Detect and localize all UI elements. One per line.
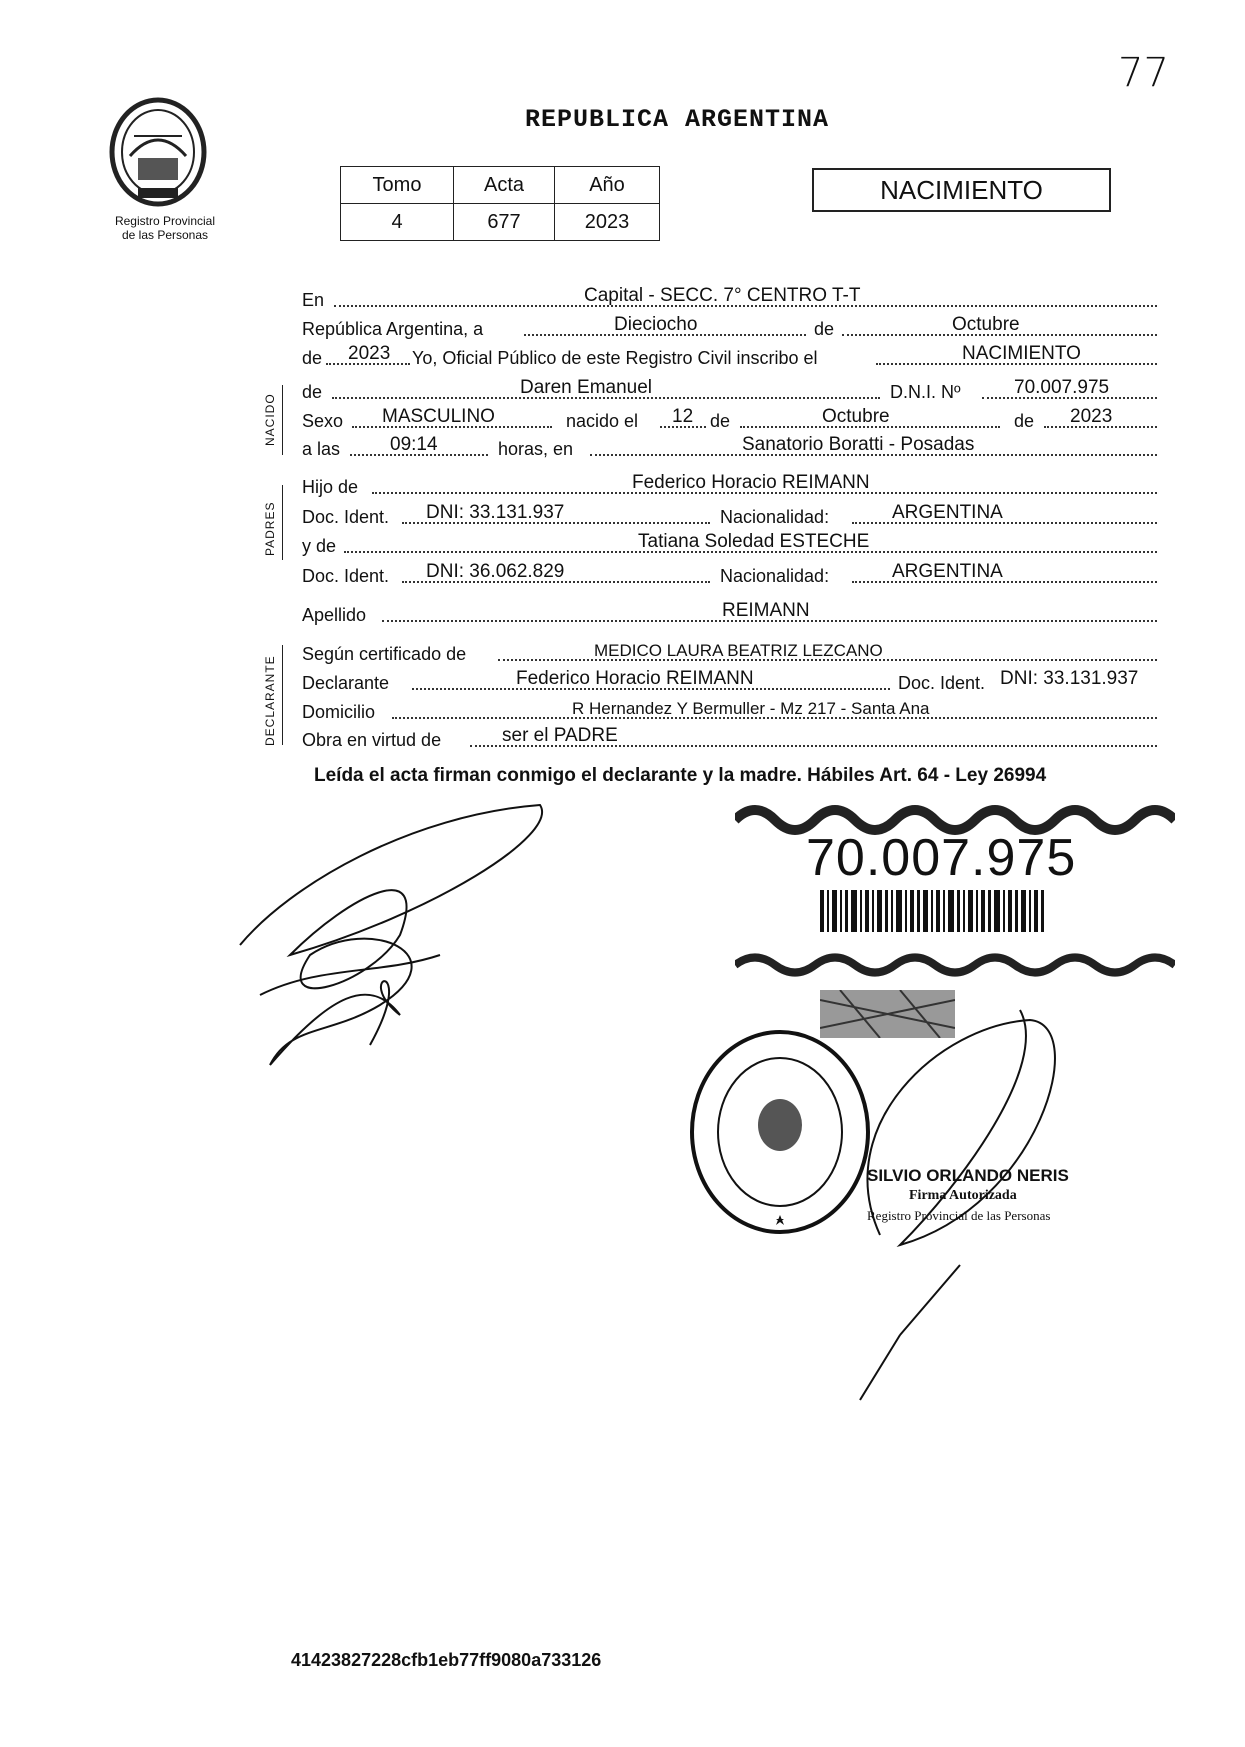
- month-value: Octubre: [952, 314, 1020, 335]
- mother-nationality: ARGENTINA: [892, 561, 1003, 582]
- mother-doc: DNI: 36.062.829: [426, 561, 565, 582]
- birth-year: 2023: [1070, 406, 1113, 427]
- father-nationality: ARGENTINA: [892, 502, 1003, 523]
- sex-value: MASCULINO: [382, 406, 495, 427]
- side-divider: [282, 385, 283, 455]
- form-row-sex: Sexo MASCULINO nacido el 12 de Octubre de 2023: [302, 404, 1157, 434]
- anio-header: Año: [555, 167, 660, 204]
- form-row-mother: y de Tatiana Soledad ESTECHE: [302, 529, 1157, 559]
- tomo-header: Tomo: [341, 167, 454, 204]
- form-row-reason: Obra en virtud de ser el PADRE: [302, 723, 1157, 753]
- record-table: [340, 166, 660, 241]
- barcode: [820, 890, 1045, 932]
- anio-value: 2023: [555, 204, 660, 241]
- provincial-seal-logo: [108, 96, 208, 208]
- side-label-nacido: NACIDO: [263, 393, 277, 446]
- form-row-certificate: Según certificado de MEDICO LAURA BEATRIZ LEZCANO: [302, 637, 1157, 667]
- legal-notice: Leída el acta firman conmigo el declarante y la madre. Hábiles Art. 64 - Ley 26994: [314, 765, 1047, 786]
- side-divider: [282, 645, 283, 745]
- inscribe-value: NACIMIENTO: [962, 343, 1081, 364]
- declarant-name: Federico Horacio REIMANN: [516, 668, 754, 689]
- form-row-address: Domicilio R Hernandez Y Bermuller - Mz 217 - Santa Ana: [302, 695, 1157, 725]
- registry-name: Registro Provincial de las Personas: [114, 214, 216, 242]
- tomo-value: 4: [341, 204, 454, 241]
- signer-name: SILVIO ORLANDO NERIS: [867, 1166, 1069, 1185]
- form-row-surname: Apellido REIMANN: [302, 598, 1157, 628]
- form-row-father-doc: Doc. Ident. DNI: 33.131.937 Nacionalidad: ARGENTINA: [302, 500, 1157, 530]
- security-pattern-band: [735, 950, 1175, 980]
- reason-value: ser el PADRE: [502, 725, 618, 746]
- birth-place: Sanatorio Boratti - Posadas: [742, 434, 975, 455]
- surname-value: REIMANN: [722, 600, 810, 621]
- form-row-year: de 2023 Yo, Oficial Público de este Registro Civil inscribo el NACIMIENTO: [302, 341, 1157, 371]
- side-divider: [282, 485, 283, 560]
- day-value: Dieciocho: [614, 314, 698, 335]
- form-row-declarant: Declarante Federico Horacio REIMANN Doc. Ident. DNI: 33.131.937: [302, 668, 1139, 693]
- big-id-number: 70.007.975: [806, 829, 1077, 887]
- birth-month: Octubre: [822, 406, 890, 427]
- father-name: Federico Horacio REIMANN: [632, 472, 870, 493]
- certificate-value: MEDICO LAURA BEATRIZ LEZCANO: [594, 641, 883, 660]
- mother-name: Tatiana Soledad ESTECHE: [638, 531, 870, 552]
- child-dni: 70.007.975: [1014, 377, 1110, 398]
- record-type-box: NACIMIENTO: [812, 168, 1111, 212]
- address-value: R Hernandez Y Bermuller - Mz 217 - Santa Ana: [572, 699, 930, 718]
- document-hash: 41423827228cfb1eb77ff9080a733126: [291, 1650, 602, 1670]
- birth-time: 09:14: [390, 434, 438, 455]
- form-row-date: República Argentina, a Dieciocho de Octubre: [302, 312, 1157, 342]
- side-label-declarante: DECLARANTE: [263, 655, 277, 746]
- declarant-doc: DNI: 33.131.937: [1000, 668, 1139, 689]
- father-doc: DNI: 33.131.937: [426, 502, 565, 523]
- form-row-father: Hijo de Federico Horacio REIMANN: [302, 470, 1157, 500]
- declarant-signature: [230, 795, 560, 1085]
- form-row-mother-doc: Doc. Ident. DNI: 36.062.829 Nacionalidad: ARGENTINA: [302, 559, 1157, 589]
- year-value: 2023: [348, 343, 391, 364]
- form-row-time: a las 09:14 horas, en Sanatorio Boratti - Posadas: [302, 432, 1157, 462]
- acta-header: Acta: [454, 167, 555, 204]
- page-number: 77: [1118, 50, 1169, 96]
- form-row-en: En Capital - SECC. 7° CENTRO T-T: [302, 283, 1157, 313]
- side-label-padres: PADRES: [263, 501, 277, 556]
- place-value: Capital - SECC. 7° CENTRO T-T: [584, 285, 861, 306]
- signer-role: Firma Autorizada: [909, 1188, 1017, 1203]
- child-name: Daren Emanuel: [520, 377, 653, 398]
- page-title: REPUBLICA ARGENTINA: [525, 105, 830, 134]
- birth-day: 12: [672, 406, 694, 427]
- signature-block: [867, 1166, 1069, 1226]
- acta-value: 677: [454, 204, 555, 241]
- signer-org: Registro Provincial de las Personas: [867, 1208, 1051, 1223]
- form-row-name: de Daren Emanuel D.N.I. Nº 70.007.975: [302, 375, 1157, 405]
